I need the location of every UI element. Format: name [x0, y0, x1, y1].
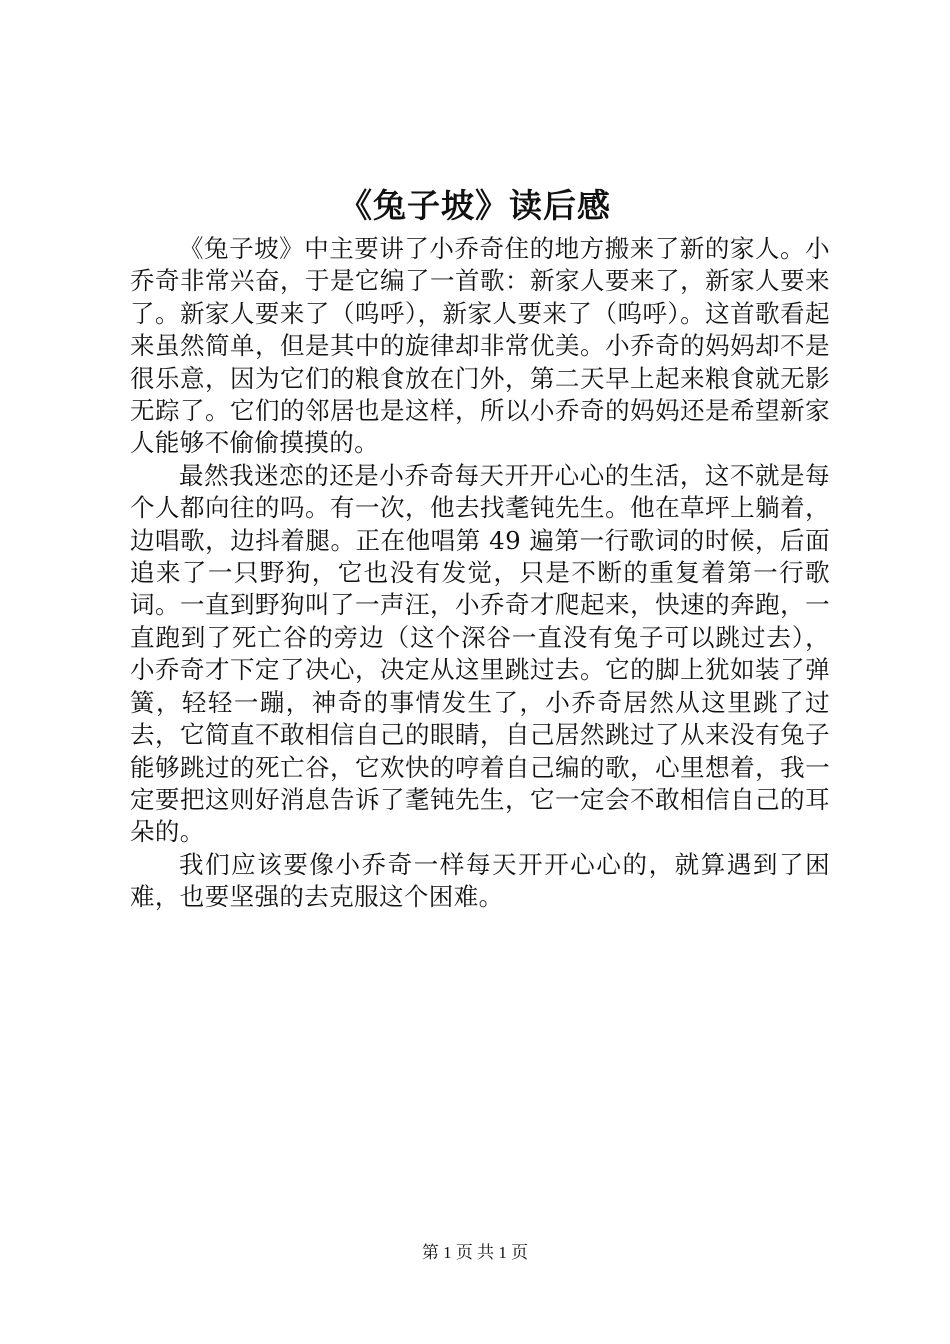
page-number-footer: 第 1 页 共 1 页	[421, 1243, 529, 1262]
document-body	[130, 233, 830, 914]
paragraph-1: 《兔子坡》中主要讲了小乔奇住的地方搬来了新的家人。小乔奇非常兴奋，于是它编了一首歌：新家人要来了，新家人要来了。新家人要来了（呜呼），新家人要来了（呜呼）。这首歌看起来虽然简单，但是其中的旋律却非常优美。小乔奇的妈妈却不是很乐意，因为它们的粮食放在门外，第二天早上起来粮食就无影无踪了。它们的邻居也是这样，所以小乔奇的妈妈还是希望新家人能够不偷偷摸摸的。	[130, 234, 830, 458]
paragraph-3: 我们应该要像小乔奇一样每天开开心心的，就算遇到了困难，也要坚强的去克服这个困难。	[130, 849, 830, 912]
document-title: 《兔子坡》读后感	[339, 186, 611, 225]
paragraph-2: 最然我迷恋的还是小乔奇每天开开心心的生活，这不就是每个人都向往的吗。有一次，他去找耄钝先生。他在草坪上躺着，边唱歌，边抖着腿。正在他唱第 49 遍第一行歌词的时候，后面追来了一只野狗，它也没有发觉，只是不断的重复着第一行歌词。一直到野狗叫了一声汪，小乔奇才爬起来，快速的奔跑，一直跑到了死亡谷的旁边（这个深谷一直没有兔子可以跳过去），小乔奇才下定了决心，决定从这里跳过去。它的脚上犹如装了弹簧，轻轻一蹦，神奇的事情发生了，小乔奇居然从这里跳了过去，它简直不敢相信自己的眼睛，自己居然跳过了从来没有兔子能够跳过的死亡谷，它欢快的哼着自己编的歌，心里想着，我一定要把这则好消息告诉了耄钝先生，它一定会不敢相信自己的耳朵的。	[130, 460, 830, 847]
